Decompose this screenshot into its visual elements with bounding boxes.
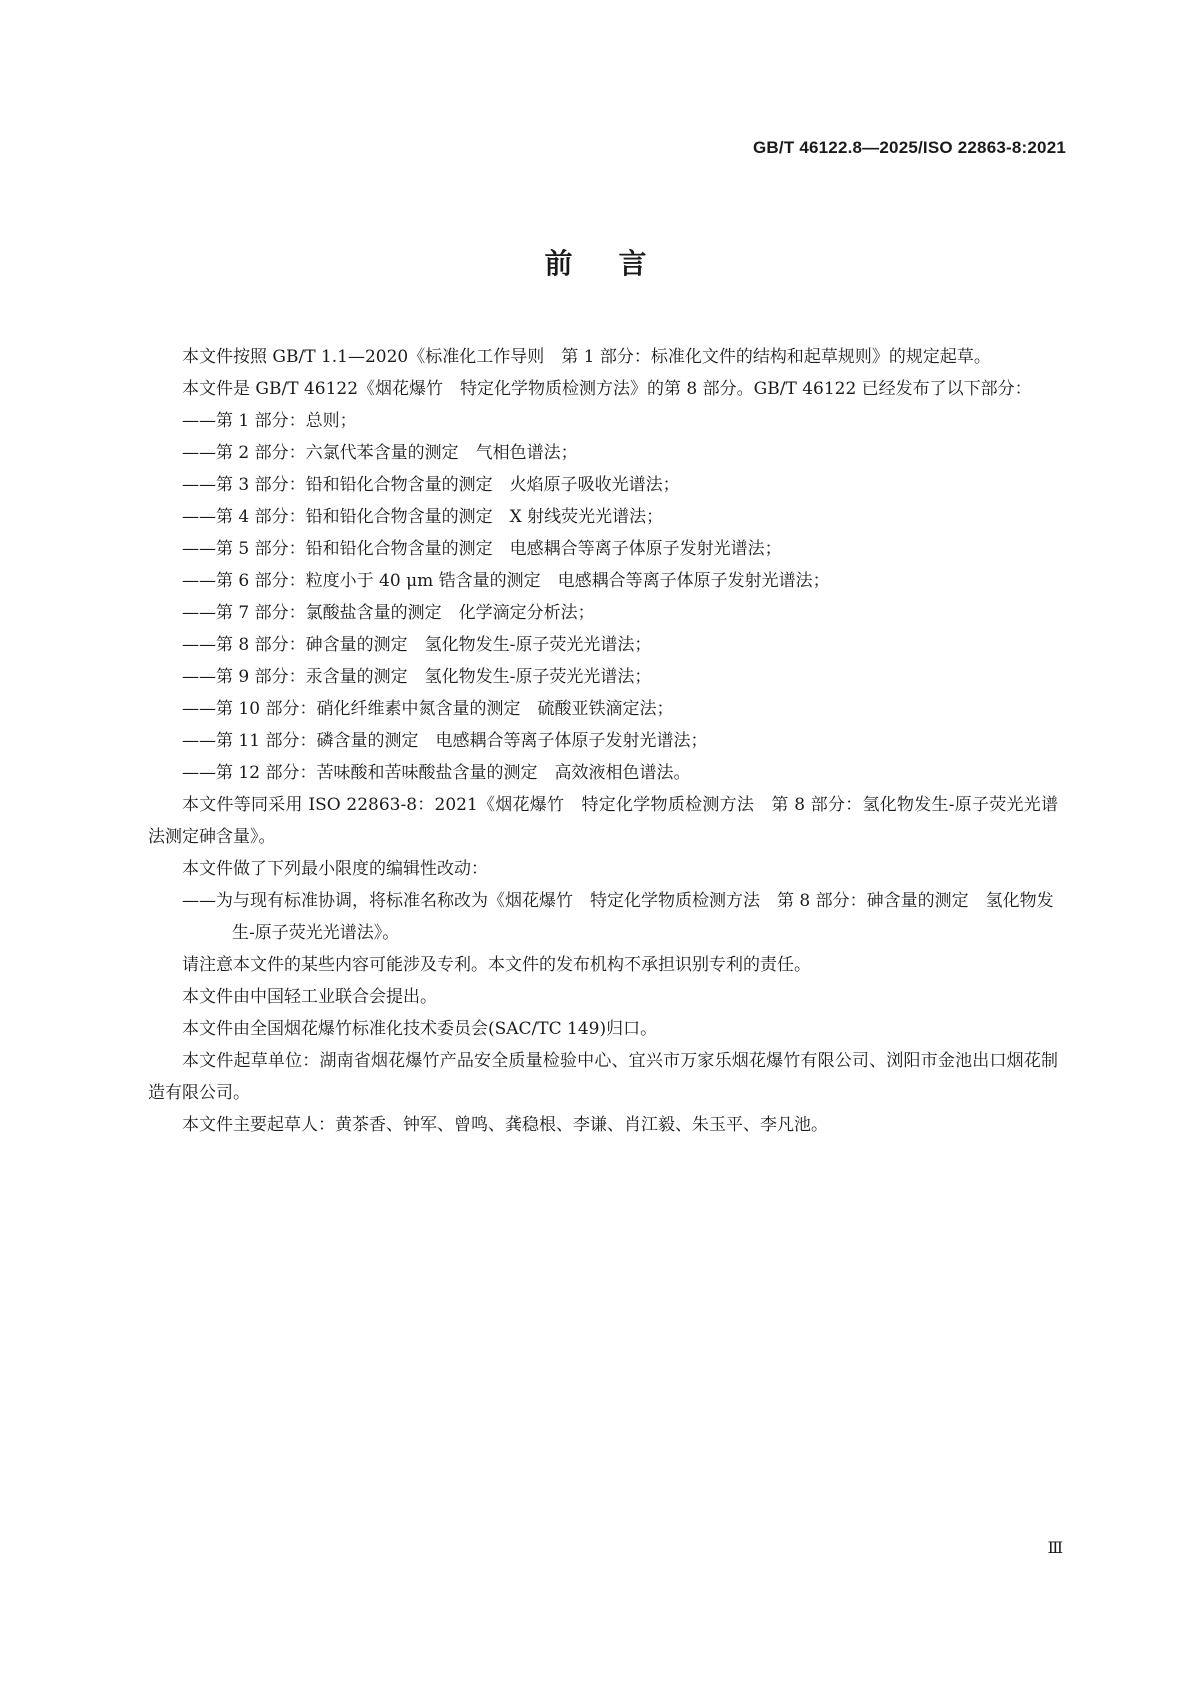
paragraph-proposer: 本文件由中国轻工业联合会提出。 [182, 987, 437, 1007]
list-item: ——第 6 部分：粒度小于 40 μm 锆含量的测定 电感耦合等离子体原子发射光谱法； [182, 571, 830, 591]
list-item: ——第 7 部分：氯酸盐含量的测定 化学滴定分析法； [182, 603, 595, 623]
paragraph-iso-adoption: 本文件等同采用 ISO 22863-8：2021《烟花爆竹 特定化学物质检测方法 第 8 部分：氢化物发生-原子荧光光谱法测定砷含量》。 [148, 795, 1058, 847]
list-item: ——第 3 部分：铅和铅化合物含量的测定 火焰原子吸收光谱法； [182, 475, 680, 495]
paragraph-committee: 本文件由全国烟花爆竹标准化技术委员会(SAC/TC 149)归口。 [182, 1019, 658, 1039]
list-item: ——第 2 部分：六氯代苯含量的测定 气相色谱法； [182, 443, 578, 463]
list-item: ——第 11 部分：磷含量的测定 电感耦合等离子体原子发射光谱法； [182, 731, 708, 751]
list-item: ——第 8 部分：砷含量的测定 氢化物发生-原子荧光光谱法； [182, 635, 652, 655]
parts-list [148, 405, 1058, 789]
paragraph-drafting-units: 本文件起草单位：湖南省烟花爆竹产品安全质量检验中心、宜兴市万家乐烟花爆竹有限公司、浏阳市金池出口烟花制造有限公司。 [148, 1051, 1058, 1103]
paragraph-drafters: 本文件主要起草人：黄茶香、钟军、曾鸣、龚稳根、李谦、肖江毅、朱玉平、李凡池。 [182, 1115, 828, 1135]
list-item: ——第 4 部分：铅和铅化合物含量的测定 X 射线荧光光谱法； [182, 507, 664, 527]
foreword-body [148, 341, 1058, 1141]
changes-list [148, 885, 1058, 949]
page-title: 前言 [544, 247, 693, 280]
list-item: ——第 10 部分：硝化纤维素中氮含量的测定 硫酸亚铁滴定法； [182, 699, 674, 719]
list-item: ——第 5 部分：铅和铅化合物含量的测定 电感耦合等离子体原子发射光谱法； [182, 539, 782, 559]
paragraph-editorial-changes: 本文件做了下列最小限度的编辑性改动： [182, 859, 488, 879]
paragraph-drafting-rules: 本文件按照 GB/T 1.1—2020《标准化工作导则 第 1 部分：标准化文件的结构和起草规则》的规定起草。 [182, 347, 991, 367]
paragraph-series-intro: 本文件是 GB/T 46122《烟花爆竹 特定化学物质检测方法》的第 8 部分。GB/T 46122 已经发布了以下部分： [182, 379, 1032, 399]
document-number: GB/T 46122.8—2025/ISO 22863-8:2021 [753, 138, 1066, 157]
list-item: ——第 1 部分：总则； [182, 411, 357, 431]
list-item: ——第 12 部分：苦味酸和苦味酸盐含量的测定 高效液相色谱法。 [182, 763, 691, 783]
list-item: ——为与现有标准协调，将标准名称改为《烟花爆竹 特定化学物质检测方法 第 8 部分：砷含量的测定 氢化物发生-原子荧光光谱法》。 [182, 891, 1054, 943]
list-item: ——第 9 部分：汞含量的测定 氢化物发生-原子荧光光谱法； [182, 667, 652, 687]
paragraph-patent-notice: 请注意本文件的某些内容可能涉及专利。本文件的发布机构不承担识别专利的责任。 [182, 955, 811, 975]
page-number: Ⅲ [1047, 1538, 1063, 1557]
